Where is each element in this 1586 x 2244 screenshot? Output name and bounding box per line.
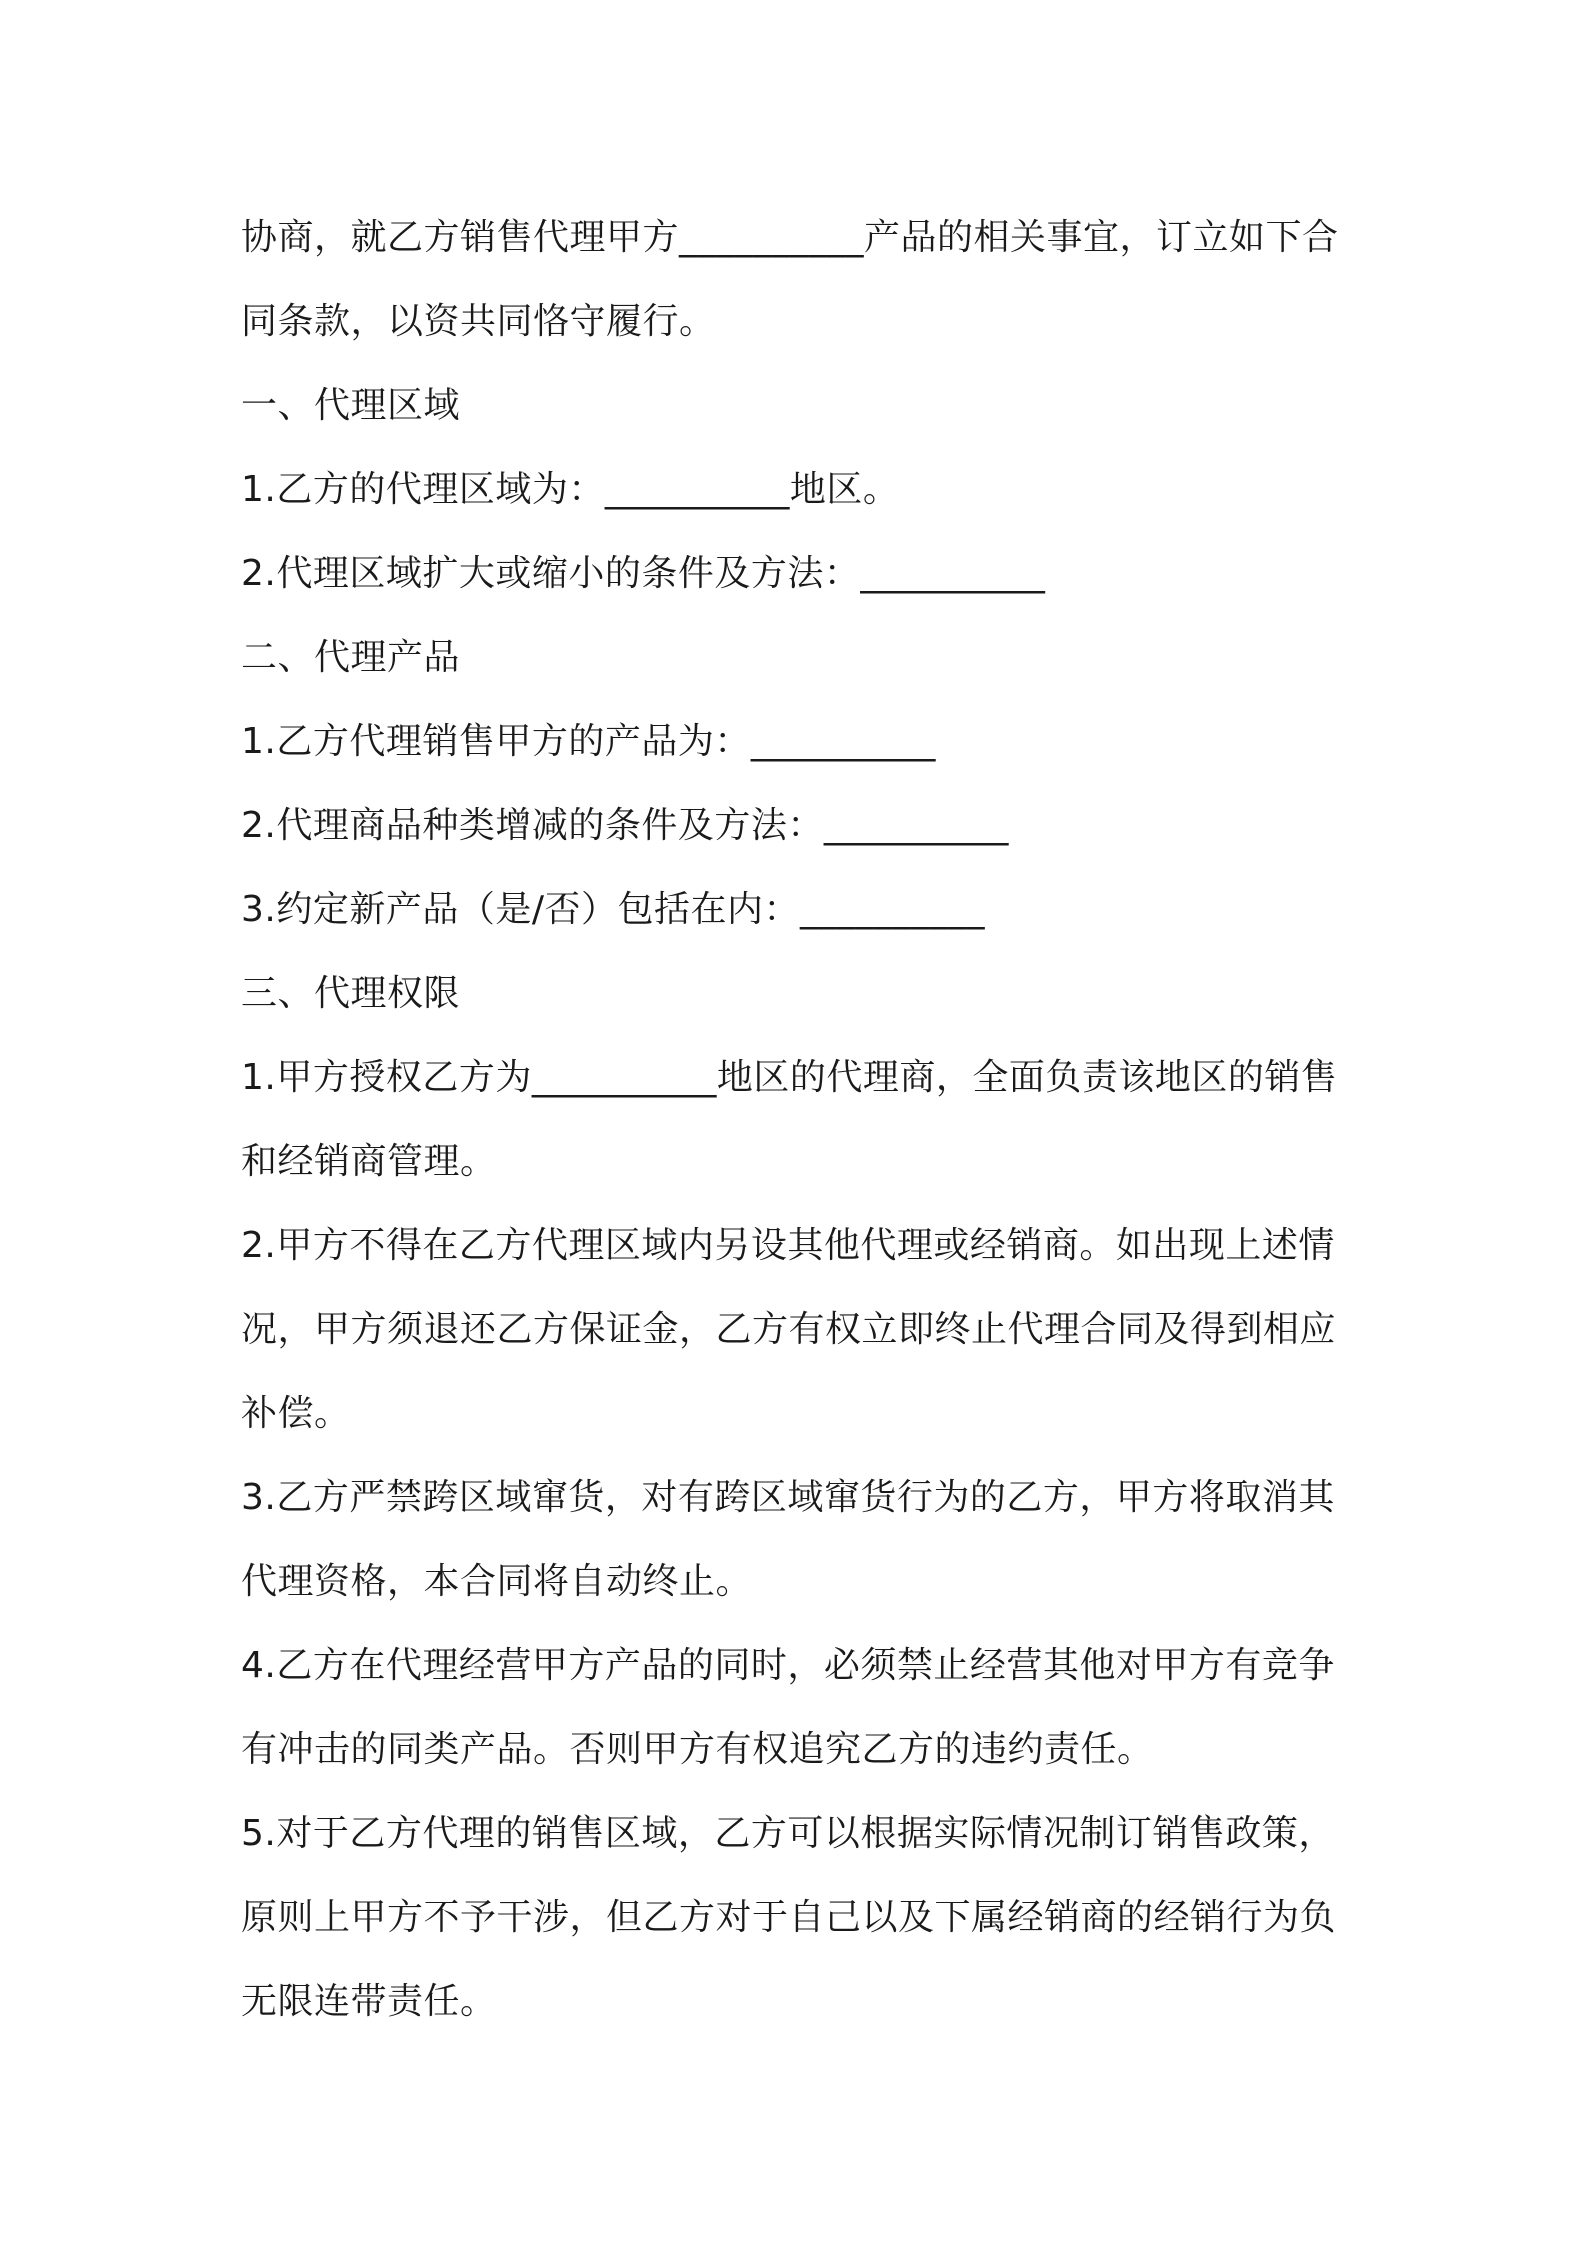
section-heading-agency-authority: 三、代理权限 (241, 973, 461, 1014)
clause-authority-2: 2.甲方不得在乙方代理区域内另设其他代理或经销商。如出现上述情况，甲方须退还乙方保证金，乙方有权立即终止代理合同及得到相应补偿。 (241, 1225, 1337, 1434)
clause-products-3: 3.约定新产品（是/否）包括在内：__________ (241, 889, 985, 930)
clause-authority-1: 1.甲方授权乙方为__________地区的代理商，全面负责该地区的销售和经销商管理。 (241, 1057, 1338, 1182)
clause-products-2: 2.代理商品种类增减的条件及方法：__________ (241, 805, 1009, 846)
clause-authority-4: 4.乙方在代理经营甲方产品的同时，必须禁止经营其他对甲方有竞争有冲击的同类产品。否则甲方有权追究乙方的违约责任。 (241, 1645, 1335, 1770)
clause-region-1: 1.乙方的代理区域为：__________地区。 (241, 469, 900, 510)
paragraph-intro: 协商，就乙方销售代理甲方__________产品的相关事宜，订立如下合同条款，以资共同恪守履行。 (241, 217, 1339, 342)
section-heading-agency-products: 二、代理产品 (241, 637, 461, 678)
contract-body (241, 196, 1351, 2044)
clause-authority-3: 3.乙方严禁跨区域窜货，对有跨区域窜货行为的乙方，甲方将取消其代理资格，本合同将自动终止。 (241, 1477, 1335, 1602)
clause-products-1: 1.乙方代理销售甲方的产品为：__________ (241, 721, 936, 762)
section-heading-agency-region: 一、代理区域 (241, 385, 461, 426)
clause-region-2: 2.代理区域扩大或缩小的条件及方法：__________ (241, 553, 1046, 594)
clause-authority-5: 5.对于乙方代理的销售区域，乙方可以根据实际情况制订销售政策，原则上甲方不予干涉，但乙方对于自己以及下属经销商的经销行为负无限连带责任。 (241, 1813, 1337, 2022)
